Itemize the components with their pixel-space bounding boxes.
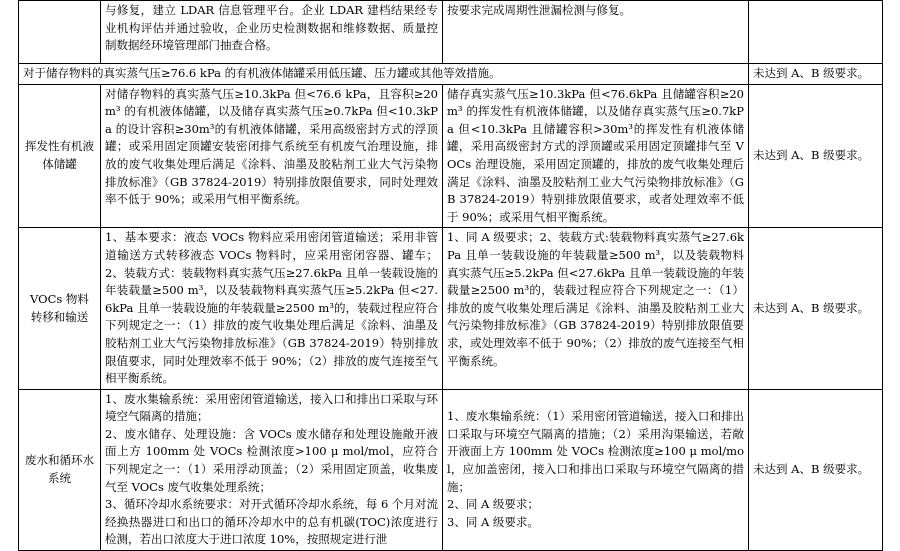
assessment-result: 未达到 A、B 级要求。 [749,84,883,228]
category-cell: 挥发性有机液体储罐 [19,84,101,228]
grade-a-requirement: 与修复，建立 LDAR 信息管理平台。企业 LDAR 建档结果经专业机构评估并通过验收，企业历史检测数据和维修数据、质量控制数据经环境管理部门抽查合格。 [101,1,443,64]
assessment-result: 未达到 A、B 级要求。 [749,228,883,389]
table-row [19,1,883,64]
requirement-item: 1、废水集输系统：采用密闭管道输送，接入口和排出口采取与环境空气隔离的措施； [105,391,438,424]
grade-b-requirement: 储存真实蒸气压≥10.3kPa 但<76.6kPa 且储罐容积≥20 m³ 的挥发性有机液体储罐，以及储存真实蒸气压≥0.7kPa 但<10.3kPa 且储罐容积>30m³的挥发性有机液体储罐，采用高级密封方式的浮顶罐或采用固定顶罐排气至 VOCs 治理设施，采用固定顶罐的，排放的废气收集处理后满足《涂料、油墨及胶粘剂工业大气污染物排放标准》（GB 37824-2019）特别排放限值要求，或者处理效率不低于 90%；或采用气相平衡系统。 [443,84,749,228]
category-cell: VOCs 物料转移和输送 [19,228,101,389]
grade-b-requirement: 1、同 A 级要求；2、装载方式:装载物料真实蒸气≥27.6kPa 且单一装载设施的年装载量≥500 m³，以及装载物料真实蒸气压≥5.2kPa 但<27.6kPa 且单一装载设施的年装载量≥2500 m³的，装载过程应符合下列规定之一：（1）排放的废气收集处理后满足《涂料、油墨及胶粘剂工业大气污染物排放标准》（GB 37824-2019）特别排放限值要求，或处理效率不低于 90%；（2）排放的废气连接至气相平衡系统。 [443,228,749,389]
requirement-item: 1、废水集输系统：（1）采用密闭管道输送，接入口和排出口采取与环境空气隔离的措施；（2）采用沟渠输送，若敞开液面上方 100mm 处 VOCs 检测浓度≥100 μ mol/mol，应加盖密闭，接入口和排出口采取与环境空气隔离的措施； [447,409,744,494]
grade-b-requirement [443,389,749,550]
grade-a-requirement: 1、基本要求：液态 VOCs 物料应采用密闭管道输送；采用非管道输送方式转移液态 VOCs 物料时，应采用密闭容器、罐车；2、装载方式：装载物料真实蒸气压≥27.6kPa 且单一装载设施的年装载量≥500 m³，以及装载物料真实蒸气压≥5.2kPa 但<27.6kPa 且单一装载设施的年装载量≥2500 m³的，装载过程应符合下列规定之一：（1）排放的废气收集处理后满足《涂料、油墨及胶粘剂工业大气污染物排放标准》（GB 37824-2019）特别排放限值要求，同时处理效率不低于 90%；（2）排放的废气连接至气相平衡系统。 [101,228,443,389]
requirement-item: 3、同 A 级要求。 [447,514,539,529]
grade-a-requirement [101,389,443,550]
merged-requirement: 对于储存物料的真实蒸气压≥76.6 kPa 的有机液体储罐采用低压罐、压力罐或其他等效措施。 [19,64,749,85]
requirement-item: 2、同 A 级要求； [447,497,539,512]
requirements-table [18,0,883,551]
table-row [19,84,883,228]
requirement-item: 3、循环冷却水系统要求：对开式循环冷却水系统，每 6 个月对流经换热器进口和出口的循环冷却水中的总有机碳(TOC)浓度进行检测，若出口浓度大于进口浓度 10%，按照规定进行泄 [105,497,438,547]
table-row [19,64,883,85]
grade-b-requirement: 按要求完成周期性泄漏检测与修复。 [443,1,749,64]
assessment-result [749,1,883,64]
category-cell [19,1,101,64]
category-cell: 废水和循环水系统 [19,389,101,550]
table-row [19,228,883,389]
table-row [19,389,883,550]
assessment-result: 未达到 A、B 级要求。 [749,389,883,550]
requirement-item: 2、废水储存、处理设施：含 VOCs 废水储存和处理设施敞开液面上方 100mm 处 VOCs 检测浓度>100 μ mol/mol，应符合下列规定之一：（1）采用浮动顶盖；（2）采用固定顶盖，收集废气至 VOCs 废气收集处理系统； [105,426,438,494]
grade-a-requirement: 对储存物料的真实蒸气压≥10.3kPa 但<76.6 kPa，且容积≥20 m³ 的有机液体储罐，以及储存真实蒸气压≥0.7kPa 但<10.3kPa 的设计容积≥30m³的有机液体储罐，采用高级密封方式的浮顶罐；或采用固定顶罐安装密闭排气系统至有机废气治理设施，排放的废气收集处理后满足《涂料、油墨及胶粘剂工业大气污染物排放标准》（GB 37824-2019）特别排放限值要求，同时处理效率不低于 90%；或采用气相平衡系统。 [101,84,443,228]
assessment-result: 未达到 A、B 级要求。 [749,64,883,85]
